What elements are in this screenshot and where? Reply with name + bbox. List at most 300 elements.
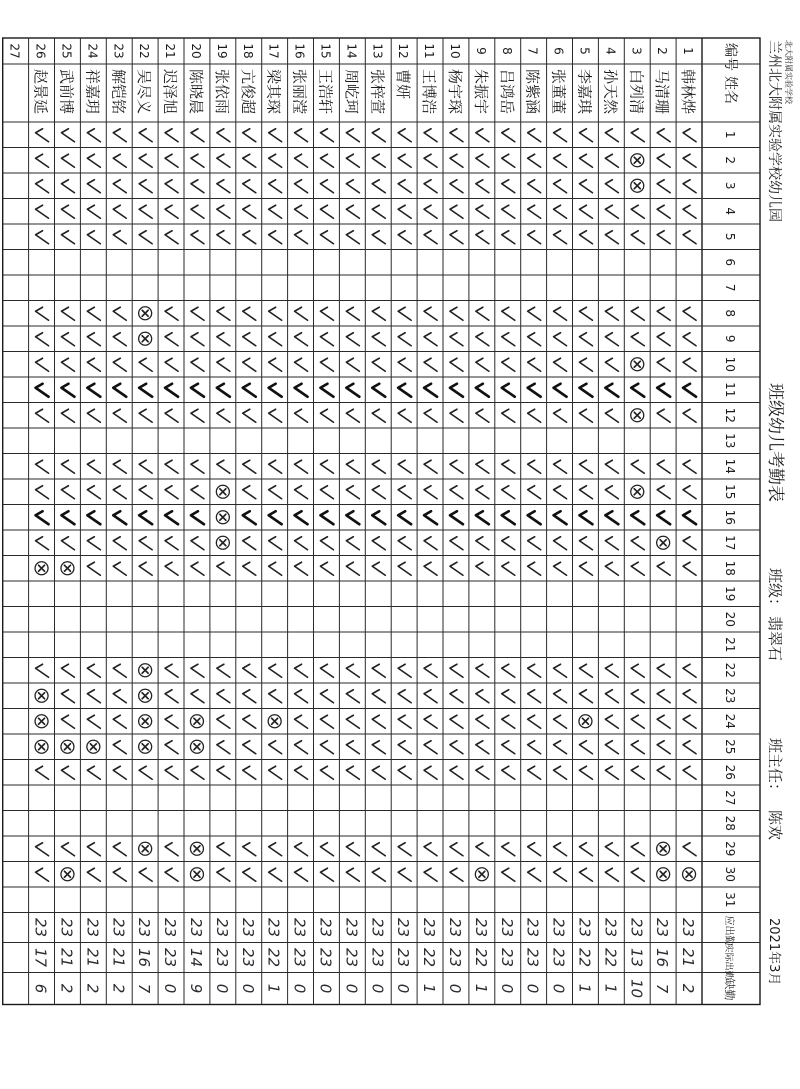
student-name: 曹妍 <box>394 69 413 100</box>
check-mark <box>683 205 696 218</box>
student-name: 马清珊 <box>653 69 672 115</box>
check-mark <box>217 868 230 881</box>
sick-leave-mark <box>657 842 670 855</box>
check-mark <box>61 205 74 218</box>
sick-leave-mark <box>657 536 670 549</box>
check-mark <box>191 409 204 422</box>
check-mark <box>579 664 592 677</box>
check-mark <box>372 868 385 881</box>
student-name: 王博浩 <box>420 69 439 115</box>
check-mark <box>87 664 100 677</box>
day-header-8: 8 <box>723 309 737 318</box>
check-mark <box>269 486 282 499</box>
check-mark <box>605 154 618 167</box>
check-mark <box>295 511 308 524</box>
check-mark <box>295 715 308 728</box>
check-mark <box>631 868 644 881</box>
check-mark <box>36 537 49 550</box>
actual-days: 17 <box>31 947 50 968</box>
due-days: 23 <box>601 917 620 938</box>
check-mark <box>269 409 282 422</box>
check-mark <box>36 180 49 193</box>
day-header-27: 27 <box>723 790 737 806</box>
check-mark <box>450 843 463 856</box>
check-mark <box>605 537 618 550</box>
check-mark <box>424 664 437 677</box>
row-number: 17 <box>266 43 281 59</box>
check-mark <box>450 664 463 677</box>
check-mark <box>683 766 696 779</box>
check-mark <box>398 868 411 881</box>
actual-days: 21 <box>83 947 102 968</box>
check-mark <box>528 664 541 677</box>
check-mark <box>424 715 437 728</box>
check-mark <box>450 333 463 346</box>
check-mark <box>372 562 385 575</box>
check-mark <box>631 384 644 397</box>
check-mark <box>346 741 359 754</box>
student-name: 张依雨 <box>212 69 231 115</box>
due-days: 23 <box>83 917 102 938</box>
student-name: 迟泽旭 <box>161 69 180 115</box>
sick-leave-mark <box>139 740 152 753</box>
check-mark <box>502 843 515 856</box>
check-mark <box>191 307 204 320</box>
student-name: 吴尽义 <box>135 69 154 115</box>
absent-days: 6 <box>31 983 50 994</box>
check-mark <box>243 384 256 397</box>
check-mark <box>165 333 178 346</box>
check-mark <box>61 690 74 703</box>
org-name: 兰州北大附属实验学校幼儿园 <box>766 40 782 222</box>
student-name: 吕鸿岳 <box>497 69 516 115</box>
check-mark <box>683 154 696 167</box>
check-mark <box>683 843 696 856</box>
teacher-label: 班主任： <box>766 738 784 799</box>
check-mark <box>502 741 515 754</box>
check-mark <box>424 741 437 754</box>
check-mark <box>113 205 126 218</box>
due-days: 23 <box>575 917 594 938</box>
actual-days: 23 <box>212 947 231 968</box>
check-mark <box>605 333 618 346</box>
sick-leave-mark <box>631 154 644 167</box>
sick-leave-mark <box>139 689 152 702</box>
check-mark <box>424 486 437 499</box>
check-mark <box>528 868 541 881</box>
check-mark <box>295 129 308 142</box>
check-mark <box>320 843 333 856</box>
check-mark <box>476 180 489 193</box>
check-mark <box>191 486 204 499</box>
check-mark <box>36 231 49 244</box>
day-header-4: 4 <box>723 207 737 216</box>
due-days: 23 <box>445 917 464 938</box>
check-mark <box>191 358 204 371</box>
check-mark <box>320 766 333 779</box>
check-mark <box>502 384 515 397</box>
check-mark <box>320 486 333 499</box>
check-mark <box>61 460 74 473</box>
check-mark <box>243 486 256 499</box>
check-mark <box>450 129 463 142</box>
check-mark <box>295 843 308 856</box>
check-mark <box>398 766 411 779</box>
day-header-26: 26 <box>723 764 737 780</box>
check-mark <box>657 715 670 728</box>
check-mark <box>450 205 463 218</box>
check-mark <box>657 180 670 193</box>
absent-days: 1 <box>264 983 283 994</box>
check-mark <box>87 180 100 193</box>
check-mark <box>476 129 489 142</box>
check-mark <box>683 333 696 346</box>
check-mark <box>476 154 489 167</box>
check-mark <box>295 307 308 320</box>
student-name: 张董董 <box>549 69 568 115</box>
sick-leave-mark <box>268 715 281 728</box>
check-mark <box>191 205 204 218</box>
row-number: 10 <box>447 43 462 59</box>
check-mark <box>243 511 256 524</box>
check-mark <box>398 715 411 728</box>
check-mark <box>165 562 178 575</box>
check-mark <box>579 511 592 524</box>
check-mark <box>191 511 204 524</box>
check-mark <box>295 486 308 499</box>
check-mark <box>139 766 152 779</box>
student-name: 亢俊超 <box>238 69 257 115</box>
check-mark <box>502 307 515 320</box>
check-mark <box>631 843 644 856</box>
check-mark <box>579 460 592 473</box>
check-mark <box>165 180 178 193</box>
check-mark <box>554 129 567 142</box>
check-mark <box>269 868 282 881</box>
check-mark <box>139 562 152 575</box>
check-mark <box>631 715 644 728</box>
check-mark <box>87 205 100 218</box>
due-days: 23 <box>212 917 231 938</box>
check-mark <box>346 690 359 703</box>
check-mark <box>269 205 282 218</box>
check-mark <box>269 766 282 779</box>
check-mark <box>165 766 178 779</box>
check-mark <box>528 690 541 703</box>
check-mark <box>346 843 359 856</box>
check-mark <box>87 129 100 142</box>
check-mark <box>295 460 308 473</box>
check-mark <box>87 562 100 575</box>
check-mark <box>528 562 541 575</box>
check-mark <box>87 690 100 703</box>
check-mark <box>191 690 204 703</box>
due-days: 23 <box>31 917 50 938</box>
row-number: 2 <box>655 47 670 55</box>
day-header-2: 2 <box>723 156 737 165</box>
check-mark <box>579 333 592 346</box>
check-mark <box>139 460 152 473</box>
check-mark <box>269 562 282 575</box>
check-mark <box>605 409 618 422</box>
sick-leave-mark <box>657 868 670 881</box>
check-mark <box>398 486 411 499</box>
check-mark <box>683 307 696 320</box>
check-mark <box>87 409 100 422</box>
check-mark <box>217 307 230 320</box>
class-value: 翡翠石 <box>766 616 784 662</box>
check-mark <box>631 460 644 473</box>
check-mark <box>476 690 489 703</box>
check-mark <box>139 205 152 218</box>
check-mark <box>165 843 178 856</box>
check-mark <box>476 511 489 524</box>
check-mark <box>450 180 463 193</box>
check-mark <box>113 511 126 524</box>
check-mark <box>217 154 230 167</box>
sick-leave-mark <box>579 715 592 728</box>
check-mark <box>346 358 359 371</box>
check-mark <box>217 715 230 728</box>
check-mark <box>320 307 333 320</box>
check-mark <box>398 843 411 856</box>
actual-days: 23 <box>445 947 464 968</box>
check-mark <box>165 511 178 524</box>
check-mark <box>657 664 670 677</box>
day-header-16: 16 <box>723 509 737 525</box>
check-mark <box>528 537 541 550</box>
check-mark <box>554 205 567 218</box>
row-number: 18 <box>240 43 255 59</box>
check-mark <box>372 384 385 397</box>
check-mark <box>554 511 567 524</box>
check-mark <box>372 409 385 422</box>
due-days: 23 <box>679 917 698 938</box>
check-mark <box>36 307 49 320</box>
check-mark <box>657 562 670 575</box>
actual-days: 23 <box>497 947 516 968</box>
check-mark <box>476 333 489 346</box>
check-mark <box>476 307 489 320</box>
check-mark <box>528 384 541 397</box>
check-mark <box>450 766 463 779</box>
check-mark <box>295 333 308 346</box>
absent-days: 10 <box>627 978 646 999</box>
check-mark <box>320 741 333 754</box>
actual-days: 23 <box>394 947 413 968</box>
check-mark <box>243 358 256 371</box>
check-mark <box>113 180 126 193</box>
check-mark <box>450 868 463 881</box>
check-mark <box>579 129 592 142</box>
check-mark <box>424 384 437 397</box>
check-mark <box>605 690 618 703</box>
check-mark <box>528 715 541 728</box>
check-mark <box>191 537 204 550</box>
actual-days: 23 <box>290 947 309 968</box>
check-mark <box>320 180 333 193</box>
check-mark <box>605 205 618 218</box>
sheet-date: 2021年3月 <box>766 918 781 986</box>
sick-leave-mark <box>683 868 696 881</box>
check-mark <box>398 180 411 193</box>
day-header-22: 22 <box>723 662 737 678</box>
check-mark <box>320 409 333 422</box>
check-mark <box>554 690 567 703</box>
check-mark <box>36 409 49 422</box>
check-mark <box>528 180 541 193</box>
check-mark <box>243 460 256 473</box>
check-mark <box>372 664 385 677</box>
day-header-31: 31 <box>723 892 737 908</box>
student-name: 李嘉琪 <box>575 69 594 115</box>
row-number: 26 <box>33 43 48 59</box>
due-days: 23 <box>316 917 335 938</box>
check-mark <box>346 664 359 677</box>
check-mark <box>113 537 126 550</box>
check-mark <box>683 664 696 677</box>
check-mark <box>502 664 515 677</box>
check-mark <box>683 562 696 575</box>
check-mark <box>683 741 696 754</box>
check-mark <box>269 843 282 856</box>
check-mark <box>139 537 152 550</box>
actual-days: 16 <box>653 947 672 968</box>
due-days: 23 <box>290 917 309 938</box>
header-actual: 实际出勤 <box>723 943 733 980</box>
check-mark <box>398 333 411 346</box>
check-mark <box>476 409 489 422</box>
actual-days: 21 <box>57 947 76 968</box>
absent-days: 0 <box>161 983 180 994</box>
actual-days: 23 <box>161 947 180 968</box>
day-header-5: 5 <box>723 232 737 241</box>
check-mark <box>36 486 49 499</box>
check-mark <box>450 715 463 728</box>
check-mark <box>346 460 359 473</box>
check-mark <box>372 486 385 499</box>
check-mark <box>398 384 411 397</box>
check-mark <box>579 231 592 244</box>
check-mark <box>372 333 385 346</box>
row-number: 19 <box>214 43 229 59</box>
check-mark <box>217 358 230 371</box>
check-mark <box>217 180 230 193</box>
check-mark <box>683 129 696 142</box>
check-mark <box>320 154 333 167</box>
absent-days: 0 <box>549 983 568 994</box>
due-days: 23 <box>135 917 154 938</box>
check-mark <box>424 333 437 346</box>
check-mark <box>346 486 359 499</box>
sick-leave-mark <box>61 868 74 881</box>
due-days: 23 <box>109 917 128 938</box>
row-number: 27 <box>7 43 22 59</box>
check-mark <box>217 741 230 754</box>
actual-days: 22 <box>420 947 439 968</box>
check-mark <box>605 460 618 473</box>
day-header-21: 21 <box>723 637 737 653</box>
check-mark <box>269 741 282 754</box>
check-mark <box>217 231 230 244</box>
check-mark <box>295 868 308 881</box>
check-mark <box>191 231 204 244</box>
check-mark <box>528 460 541 473</box>
check-mark <box>36 384 49 397</box>
check-mark <box>398 664 411 677</box>
student-name: 陈紫涵 <box>523 69 542 115</box>
row-number: 5 <box>577 47 592 55</box>
check-mark <box>217 664 230 677</box>
check-mark <box>502 868 515 881</box>
sick-leave-mark <box>190 868 203 881</box>
check-mark <box>61 664 74 677</box>
check-mark <box>320 231 333 244</box>
check-mark <box>36 358 49 371</box>
check-mark <box>683 358 696 371</box>
check-mark <box>113 690 126 703</box>
check-mark <box>295 205 308 218</box>
check-mark <box>605 129 618 142</box>
row-number: 25 <box>59 43 74 59</box>
check-mark <box>87 333 100 346</box>
check-mark <box>502 333 515 346</box>
check-mark <box>217 205 230 218</box>
check-mark <box>346 333 359 346</box>
row-number: 15 <box>318 43 333 59</box>
check-mark <box>87 154 100 167</box>
check-mark <box>165 664 178 677</box>
check-mark <box>450 690 463 703</box>
check-mark <box>139 129 152 142</box>
row-number: 24 <box>85 43 100 59</box>
check-mark <box>528 843 541 856</box>
check-mark <box>450 384 463 397</box>
header-number: 编号 <box>722 43 738 71</box>
check-mark <box>450 511 463 524</box>
rotated-page <box>0 38 794 1005</box>
actual-days: 22 <box>264 947 283 968</box>
check-mark <box>605 486 618 499</box>
check-mark <box>683 231 696 244</box>
check-mark <box>165 409 178 422</box>
row-number: 13 <box>370 43 385 59</box>
check-mark <box>165 205 178 218</box>
check-mark <box>36 843 49 856</box>
student-name: 杨宇琛 <box>445 69 464 115</box>
student-name: 祥嘉玥 <box>83 69 102 115</box>
check-mark <box>87 766 100 779</box>
check-mark <box>139 180 152 193</box>
check-mark <box>243 868 256 881</box>
check-mark <box>554 358 567 371</box>
check-mark <box>657 409 670 422</box>
check-mark <box>631 537 644 550</box>
check-mark <box>579 486 592 499</box>
check-mark <box>476 562 489 575</box>
absent-days: 0 <box>316 983 335 994</box>
check-mark <box>657 741 670 754</box>
check-mark <box>165 307 178 320</box>
check-mark <box>295 358 308 371</box>
due-days: 23 <box>549 917 568 938</box>
check-mark <box>165 358 178 371</box>
check-mark <box>398 154 411 167</box>
check-mark <box>631 205 644 218</box>
check-mark <box>295 384 308 397</box>
check-mark <box>528 205 541 218</box>
check-mark <box>346 129 359 142</box>
